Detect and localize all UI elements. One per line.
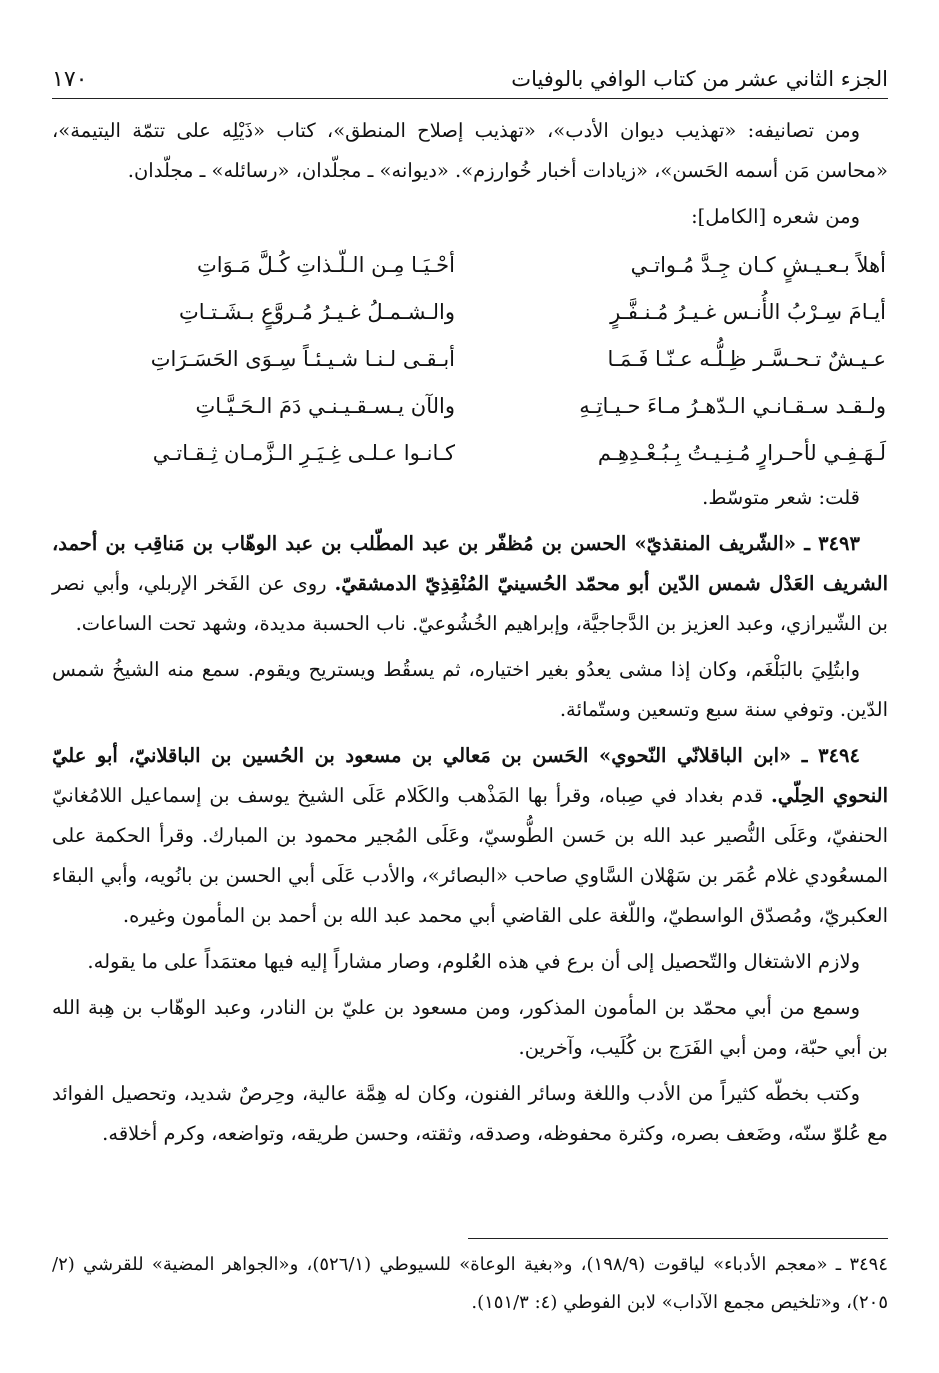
verse-first-hemistich: أيـامَ سِـرْبُ الأُنـس غـيـرُ مُـنـفَّـرٍ — [610, 299, 886, 324]
footnotes — [52, 1246, 888, 1322]
page-number: ١٧٠ — [52, 66, 88, 92]
entry-3494-paragraph — [52, 736, 888, 936]
entry-3494-paragraph-2: ولازم الاشتغال والتّحصيل إلى أن برع في هذه العُلوم، وصار مشاراً إليه فيها معتمَداً على ما يقوله. — [87, 950, 860, 973]
footnote-separator — [468, 1238, 888, 1239]
verse-first-hemistich: أهلاً بـعـيـشٍ كـان جِـدَّ مُـواتـي — [630, 252, 886, 277]
page-body — [52, 111, 888, 1154]
running-title: الجزء الثاني عشر من كتاب الوافي بالوفيات — [511, 67, 888, 91]
poem-intro: ومن شعره [الكامل]: — [691, 205, 860, 228]
verse-second-hemistich: كـانـوا عـلـى غِـيَـرِ الـزَّمـان ثِـقـاتـي — [152, 440, 455, 465]
entry-3493-heading: ٣٤٩٣ ـ «الشّريف المنقذيّ» الحسن بن مُظفّر بن عبد المطّلب بن عبد الوهّاب بن مَناقِب بن أحمد، الشريف العَدْل شمس الدّين أبو محمّد الحُسينيّ المُنْقِذِيّ الدمشقيّ. — [52, 532, 888, 595]
works-paragraph: ومن تصانيفه: «تهذيب ديوان الأدب»، «تهذيب إصلاح المنطق»، كتاب «ذَيْلِه على تتمّة اليتيمة»، «محاسن مَن أسمه الحَسن»، «زيادات أخبار خُوارزم». «ديوانه» ـ مجلّدان، «رسائله» ـ مجلّدان. — [52, 119, 888, 182]
verse-first-hemistich: لَـهَـفِـي لأحـرارٍ مُـنِـيـتُ بِـبُـعْـدِهِـم — [597, 440, 886, 465]
poem-verse — [52, 429, 888, 476]
entry-3494-text: قدم بغداد في صِباه، وقرأ بها المَذْهب والكَلام عَلَى الشيخ يوسف بن إسماعيل اللامُغانيّ الحنفيّ، وعَلَى النُّصير عبد الله بن حَسن الطُّوسيّ، وعَلَى المُجير محمود بن المبارك. وقرأ الحكمة على المسعُودي غلام عُمَر بن سَهْلان السَّاوي صاحب «البصائر»، والأدب عَلَى أبي الحسن بن بانُويه، وأبي البقاء العكبريّ، ومُصدّق الواسطيّ، واللّغة على القاضي أبي محمد عبد الله بن أحمد بن المأمون وغيره. — [52, 784, 888, 927]
entry-3493-paragraph-2: وابتُلِيَ بالبَلْغَم، وكان إذا مشى يعدُو بغير اختياره، ثم يسقُط ويستريح ويقوم. سمع منه الشيخُ شمس الدّين. وتوفي سنة سبع وتسعين وستّمائة. — [52, 658, 888, 721]
verse-second-hemistich: أبـقـى لـنـا شـيـئـاً سِـوَى الحَسَـرَاتِ — [150, 346, 455, 371]
book-page — [52, 60, 888, 1340]
editor-comment: قلت: شعر متوسّط. — [702, 486, 860, 509]
entry-3494-heading: ٣٤٩٤ ـ «ابن الباقلانّي النّحوي» الحَسن بن مَعالي بن مسعود بن الحُسين بن الباقلانيّ، أبو عليّ النحوي الحِلّي. — [52, 744, 889, 807]
verse-second-hemistich: أحْـيَـا مِـن الـلّـذاتِ كُـلَّ مَـوَاتِ — [197, 252, 455, 277]
entry-3494-paragraph-4: وكتب بخطّه كثيراً من الأدب واللغة وسائر الفنون، وكان له هِمَّة عالية، وحِرصٌ شديد، وتحصيل الفوائد مع عُلوّ سنّه، وضَعف بصره، وكثرة محفوظه، وصدقه، وثقته، وحسن طريقه، وتواضعه، وكرم أخلاقه. — [52, 1082, 888, 1145]
entry-3493-text: روى عن الفَخر الإربلي، وأبي نصر بن الشّيرازي، وعبد العزيز بن الدَّجاجيَّة، وإبراهيم الخُشُوعيّ. ناب الحسبة مديدة، وشهد تحت الساعات. — [52, 572, 888, 635]
poem — [52, 241, 888, 476]
verse-first-hemistich: عـيـشٌ تـحـسَّـر ظِـلُّـه عـنّـا فَـمَـا — [607, 346, 886, 371]
poem-verse — [52, 335, 888, 382]
verse-second-hemistich: والـشـمـلُ غـيـرُ مُـروَّعٍ بـشَـتـاتِ — [178, 299, 455, 324]
page-header — [52, 60, 888, 99]
poem-verse — [52, 288, 888, 335]
entry-3493-paragraph — [52, 524, 888, 644]
verse-first-hemistich: ولـقـد سـقـانـي الـدّهـرُ مـاءَ حـيـاتِـهِ — [579, 393, 886, 418]
poem-verse — [52, 382, 888, 429]
verse-second-hemistich: والآن يـسـقـيـنـي دَمَ الـحَـيَّـاتِ — [195, 393, 455, 418]
entry-3494-paragraph-3: وسمع من أبي محمّد بن المأمون المذكور، ومن مسعود بن عليّ بن النادر، وعبد الوهّاب بن هِبة الله بن أبي حبّة، ومن أبي الفَرَج بن كُلَيب، وآخرين. — [52, 996, 888, 1059]
poem-verse — [52, 241, 888, 288]
footnote-3494: ٣٤٩٤ ـ «معجم الأدباء» لياقوت (١٩٨/٩)، و«بغية الوعاة» للسيوطي (٥٢٦/١)، و«الجواهر المضية» للقرشي (٢/ ٢٠٥)، و«تلخيص مجمع الآداب» لابن الفوطي (٤: ١٥١/٣). — [52, 1254, 889, 1313]
